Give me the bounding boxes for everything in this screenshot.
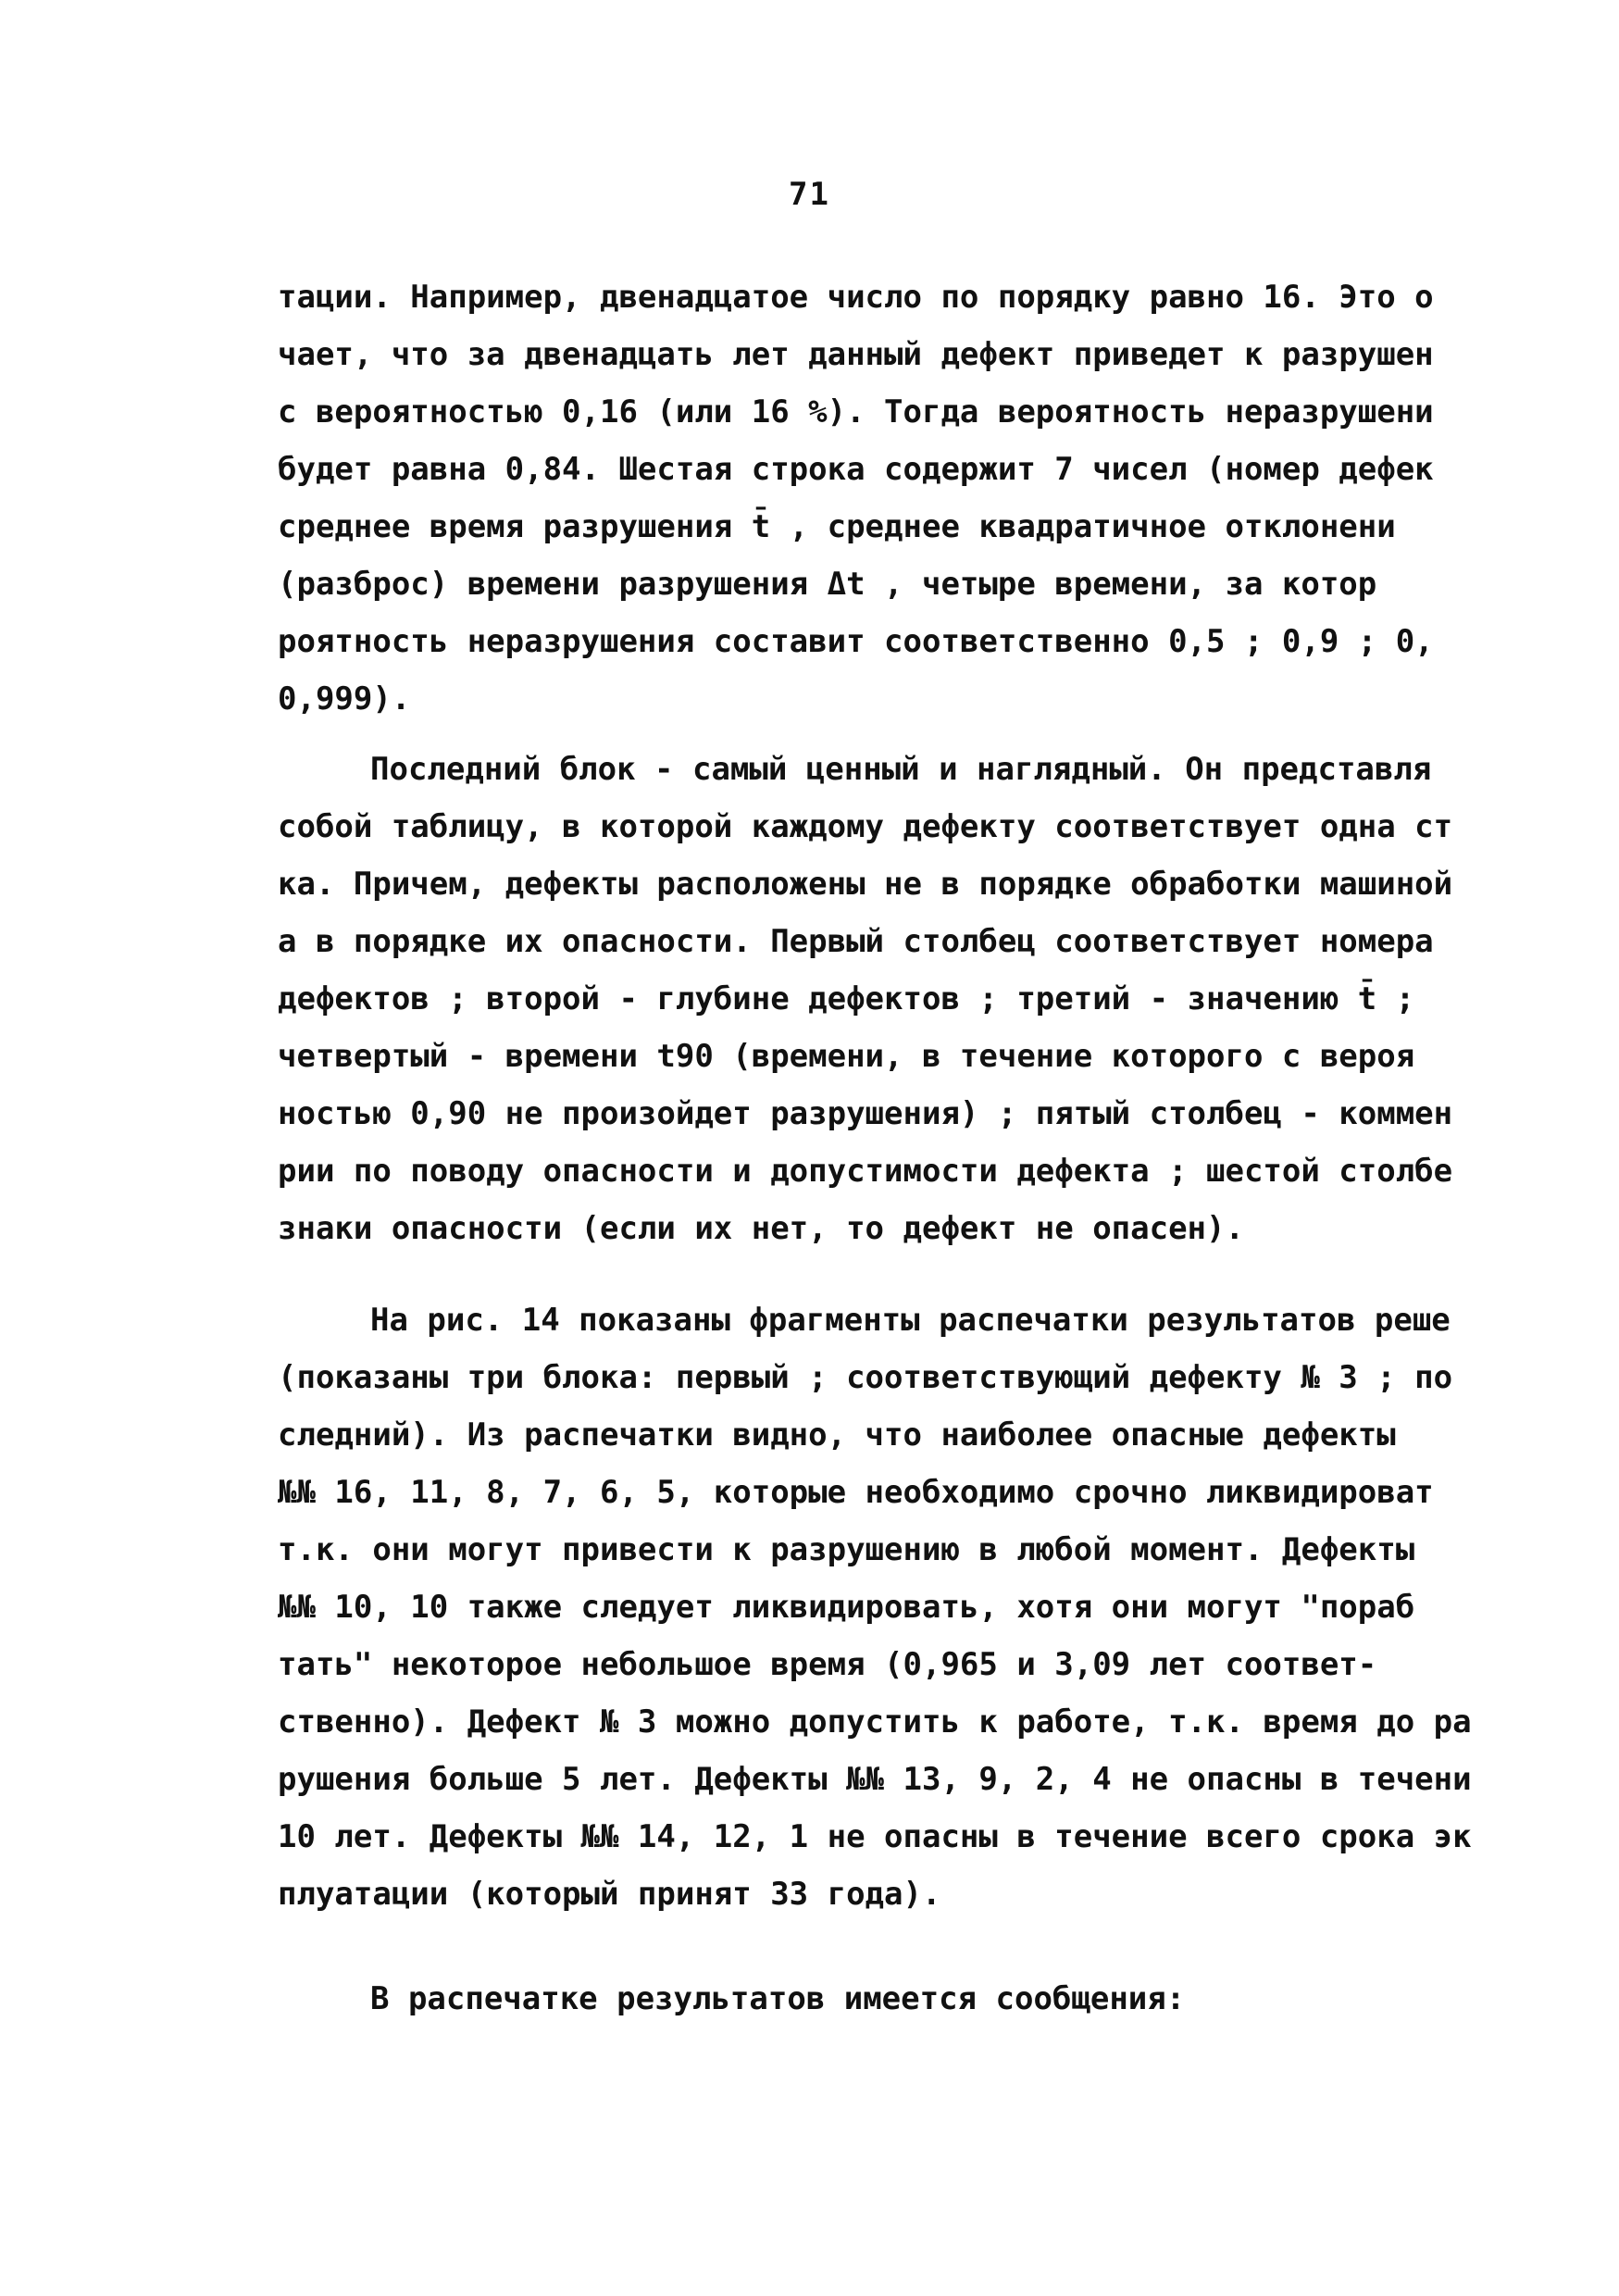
text-line: (разброс) времени разрушения Δt , четыре времени, за котор: [278, 566, 1377, 603]
text-line: ностью 0,90 не произойдет разрушения) ; пятый столбец - коммен: [278, 1095, 1453, 1132]
text-line: (показаны три блока: первый ; соответствующий дефекту № 3 ; по: [278, 1359, 1453, 1396]
text-line: т.к. они могут привести к разрушению в любой момент. Дефекты: [278, 1531, 1415, 1568]
page-number: 71: [789, 176, 830, 213]
text-line: рии по поводу опасности и допустимости дефекта ; шестой столбе: [278, 1153, 1453, 1190]
text-line: собой таблицу, в которой каждому дефекту соответствует одна ст: [278, 808, 1453, 845]
text-line: дефектов ; второй - глубине дефектов ; третий - значению t̄ ;: [278, 980, 1415, 1017]
text-line: ственно). Дефект № 3 можно допустить к работе, т.к. время до ра: [278, 1703, 1472, 1741]
text-line: 0,999).: [278, 680, 411, 718]
text-line: Последний блок - самый ценный и наглядный. Он представля: [370, 751, 1432, 788]
paragraph-2: [278, 741, 1481, 1257]
text-line: будет равна 0,84. Шестая строка содержит 7 чисел (номер дефек: [278, 451, 1434, 488]
text-line: На рис. 14 показаны фрагменты распечатки результатов реше: [370, 1302, 1451, 1339]
text-line: знаки опасности (если их нет, то дефект не опасен).: [278, 1210, 1244, 1247]
text-line: тации. Например, двенадцатое число по порядку равно 16. Это о: [278, 279, 1434, 316]
text-line: №№ 16, 11, 8, 7, 6, 5, которые необходимо срочно ликвидироват: [278, 1474, 1434, 1511]
text-line: ка. Причем, дефекты расположены не в порядке обработки машиной: [278, 866, 1453, 903]
text-line: В распечатке результатов имеется сообщения:: [370, 1980, 1186, 2017]
text-line: чает, что за двенадцать лет данный дефект приведет к разрушен: [278, 336, 1434, 373]
paragraph-1: [278, 268, 1481, 728]
text-line: а в порядке их опасности. Первый столбец соответствует номера: [278, 923, 1434, 960]
text-line: четвертый - времени t90 (времени, в течение которого с вероя: [278, 1038, 1415, 1075]
text-line: с вероятностью 0,16 (или 16 %). Тогда вероятность неразрушени: [278, 393, 1434, 430]
text-line: 10 лет. Дефекты №№ 14, 12, 1 не опасны в течение всего срока эк: [278, 1818, 1472, 1855]
text-line: следний). Из распечатки видно, что наиболее опасные дефекты: [278, 1416, 1396, 1454]
text-line: №№ 10, 10 также следует ликвидировать, хотя они могут "пораб: [278, 1589, 1415, 1626]
text-line: рушения больше 5 лет. Дефекты №№ 13, 9, 2, 4 не опасны в течени: [278, 1761, 1472, 1798]
text-line: среднее время разрушения t̄ , среднее квадратичное отклонени: [278, 508, 1396, 545]
paragraph-4: [278, 1970, 1481, 2028]
paragraph-3: [278, 1292, 1481, 1923]
text-line: роятность неразрушения составит соответственно 0,5 ; 0,9 ; 0,: [278, 623, 1434, 660]
text-line: плуатации (который принят 33 года).: [278, 1876, 941, 1913]
text-line: тать" некоторое небольшое время (0,965 и 3,09 лет соответ-: [278, 1646, 1377, 1683]
